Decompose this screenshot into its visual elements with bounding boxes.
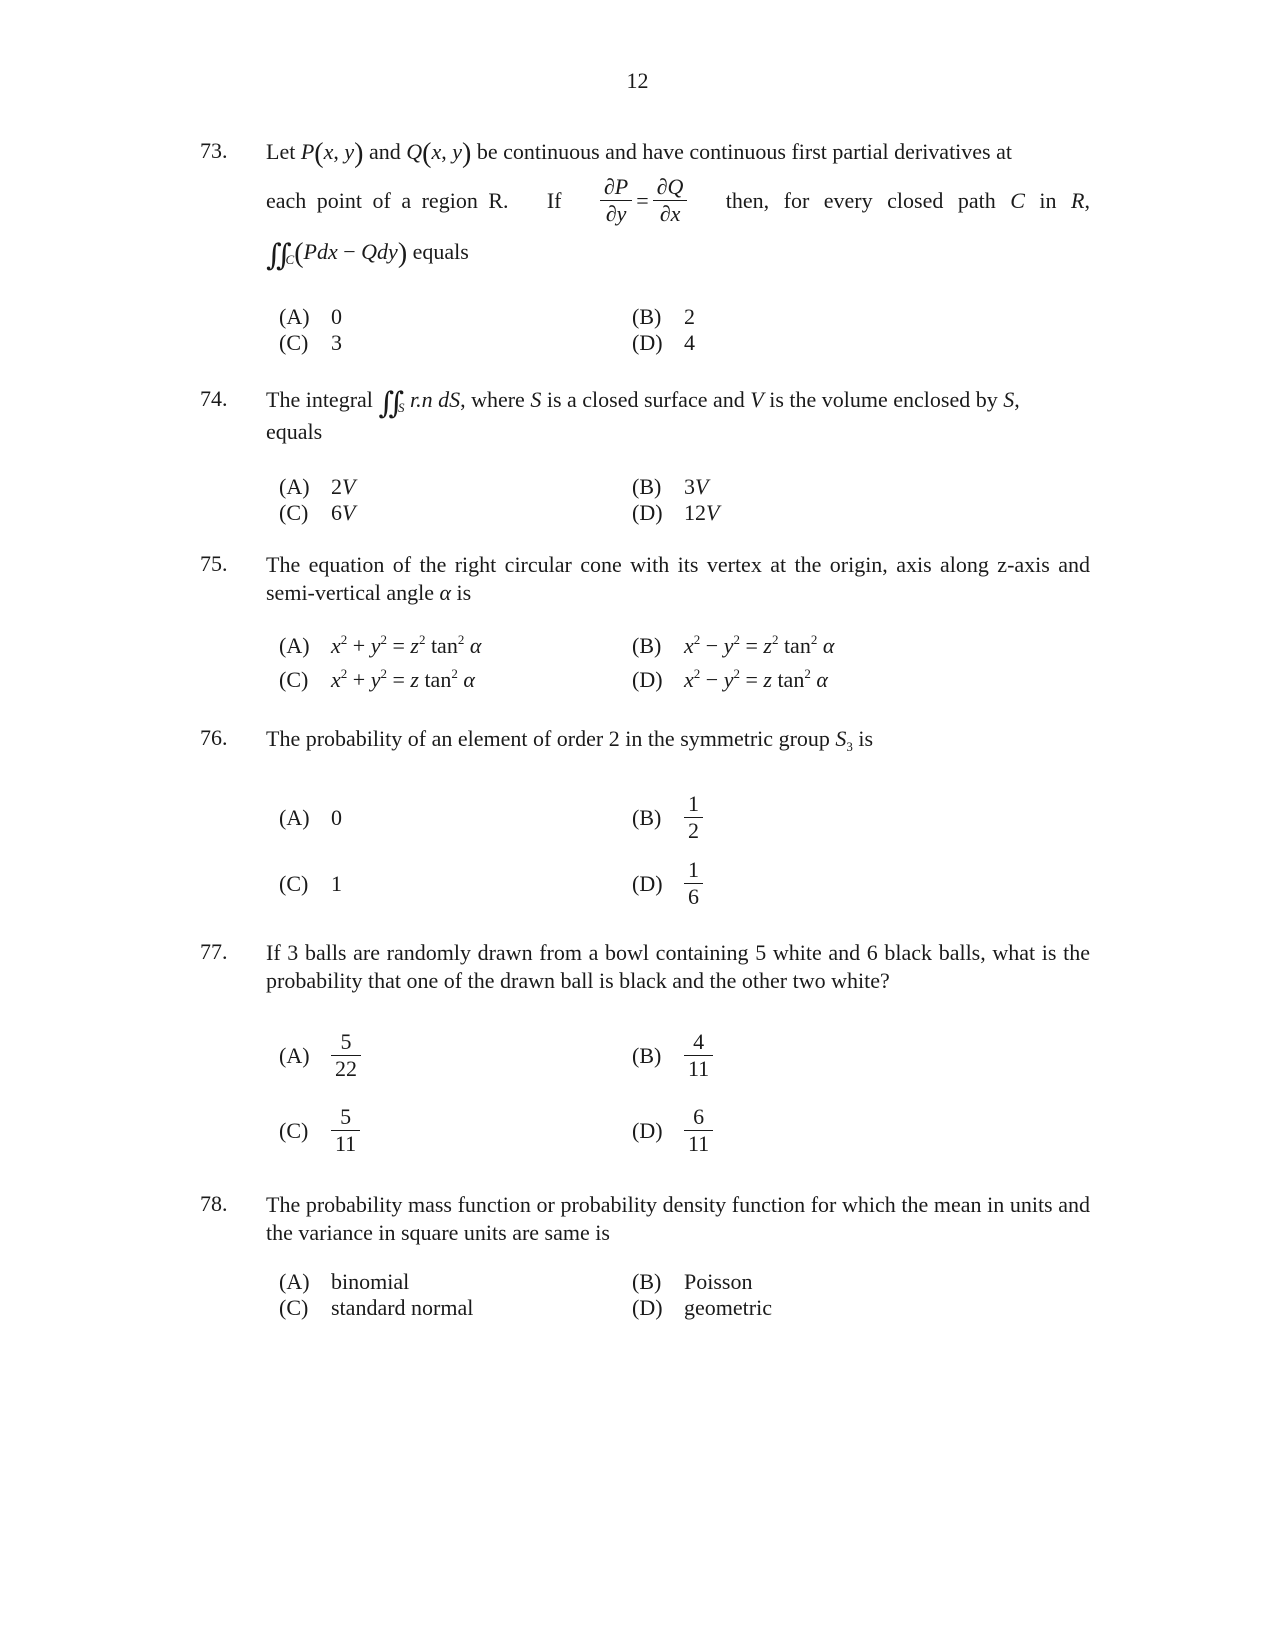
option-d[interactable]: (D) 4	[632, 330, 695, 355]
question-number: 76.	[200, 725, 228, 750]
question-text-line-2: each point of a region R. If $\frac{\partial P}{\partial y}$ = $\frac{\partial Q}{\partial x}$ then, for every closed path C in R,	[266, 174, 1090, 226]
option-a[interactable]: (A) 0	[279, 304, 342, 329]
question-text: The probability of an element of order 2 in the symmetric group $S_3$ is	[266, 726, 874, 754]
option-a[interactable]: (A) binomial	[279, 1269, 410, 1294]
question-number: 77.	[200, 939, 228, 964]
fraction: $\frac{1}{6}$	[684, 857, 703, 910]
question-text: The integral ∬ $_S$ r.n dS, where S is a closed surface and V is the volume enclosed by S, equals	[266, 387, 1020, 444]
option-d[interactable]: (D) geometric	[632, 1295, 772, 1320]
fraction: $\frac{5}{11}$	[331, 1104, 360, 1157]
question-text: If 3 balls are randomly drawn from a bowl containing 5 white and 6 black balls, what is the probability that one of the drawn ball is black and the other two white?	[266, 940, 1090, 993]
question-text: The equation of the right circular cone with its vertex at the origin, axis along z-axis and semi-vertical angle α is	[266, 552, 1090, 605]
question-number: 78.	[200, 1191, 228, 1216]
question-number: 73.	[200, 138, 228, 163]
question-text-line-1: Let P(x, y) and Q(x, y) be continuous and have continuous first partial derivatives at	[266, 138, 1012, 169]
option-b[interactable]: (B) $\frac{1}{2}$	[632, 791, 703, 844]
option-a[interactable]: (A) 0	[279, 805, 342, 830]
option-c[interactable]: (C) standard normal	[279, 1295, 474, 1320]
fraction: $\frac{1}{2}$	[684, 791, 703, 844]
option-a[interactable]: (A) 2V	[279, 474, 356, 499]
option-b[interactable]: (B) $\frac{4}{11}$	[632, 1029, 713, 1082]
option-a[interactable]: (A) $\frac{5}{22}$	[279, 1029, 361, 1082]
option-d[interactable]: (D) 12V	[632, 500, 720, 525]
partial-derivative-condition: $\frac{\partial P}{\partial y}$ = $\frac{\partial Q}{\partial x}$	[600, 174, 688, 227]
fraction: $\frac{5}{22}$	[331, 1029, 361, 1082]
option-c[interactable]: (C) 3	[279, 330, 342, 355]
fraction: $\frac{6}{11}$	[684, 1104, 713, 1157]
option-b[interactable]: (B) Poisson	[632, 1269, 753, 1294]
question-number: 75.	[200, 551, 228, 576]
line-integral-expression: ∬ $_C$(Pdx − Qdy) equals	[266, 238, 469, 272]
page-number: 12	[626, 68, 649, 93]
fraction: $\frac{4}{11}$	[684, 1029, 713, 1082]
option-d[interactable]: (D) $\frac{1}{6}$	[632, 857, 703, 910]
question-text: The probability mass function or probability density function for which the mean in units and the variance in square units are same is	[266, 1192, 1090, 1245]
option-c[interactable]: (C) 1	[279, 871, 342, 896]
option-b[interactable]: (B) 2	[632, 304, 695, 329]
option-b[interactable]: (B) $x^2 - y^2 = z^2$ $\tan^2 \alpha$	[632, 632, 835, 658]
option-d[interactable]: (D) $x^2 - y^2 = z$ $\tan^2 \alpha$	[632, 666, 828, 692]
option-d[interactable]: (D) $\frac{6}{11}$	[632, 1104, 713, 1157]
option-a[interactable]: (A) $x^2 + y^2 = z^2$ $\tan^2 \alpha$	[279, 632, 482, 658]
option-c[interactable]: (C) 6V	[279, 500, 356, 525]
option-b[interactable]: (B) 3V	[632, 474, 709, 499]
option-c[interactable]: (C) $x^2 + y^2 = z$ $\tan^2 \alpha$	[279, 666, 475, 692]
option-c[interactable]: (C) $\frac{5}{11}$	[279, 1104, 360, 1157]
question-number: 74.	[200, 386, 228, 411]
